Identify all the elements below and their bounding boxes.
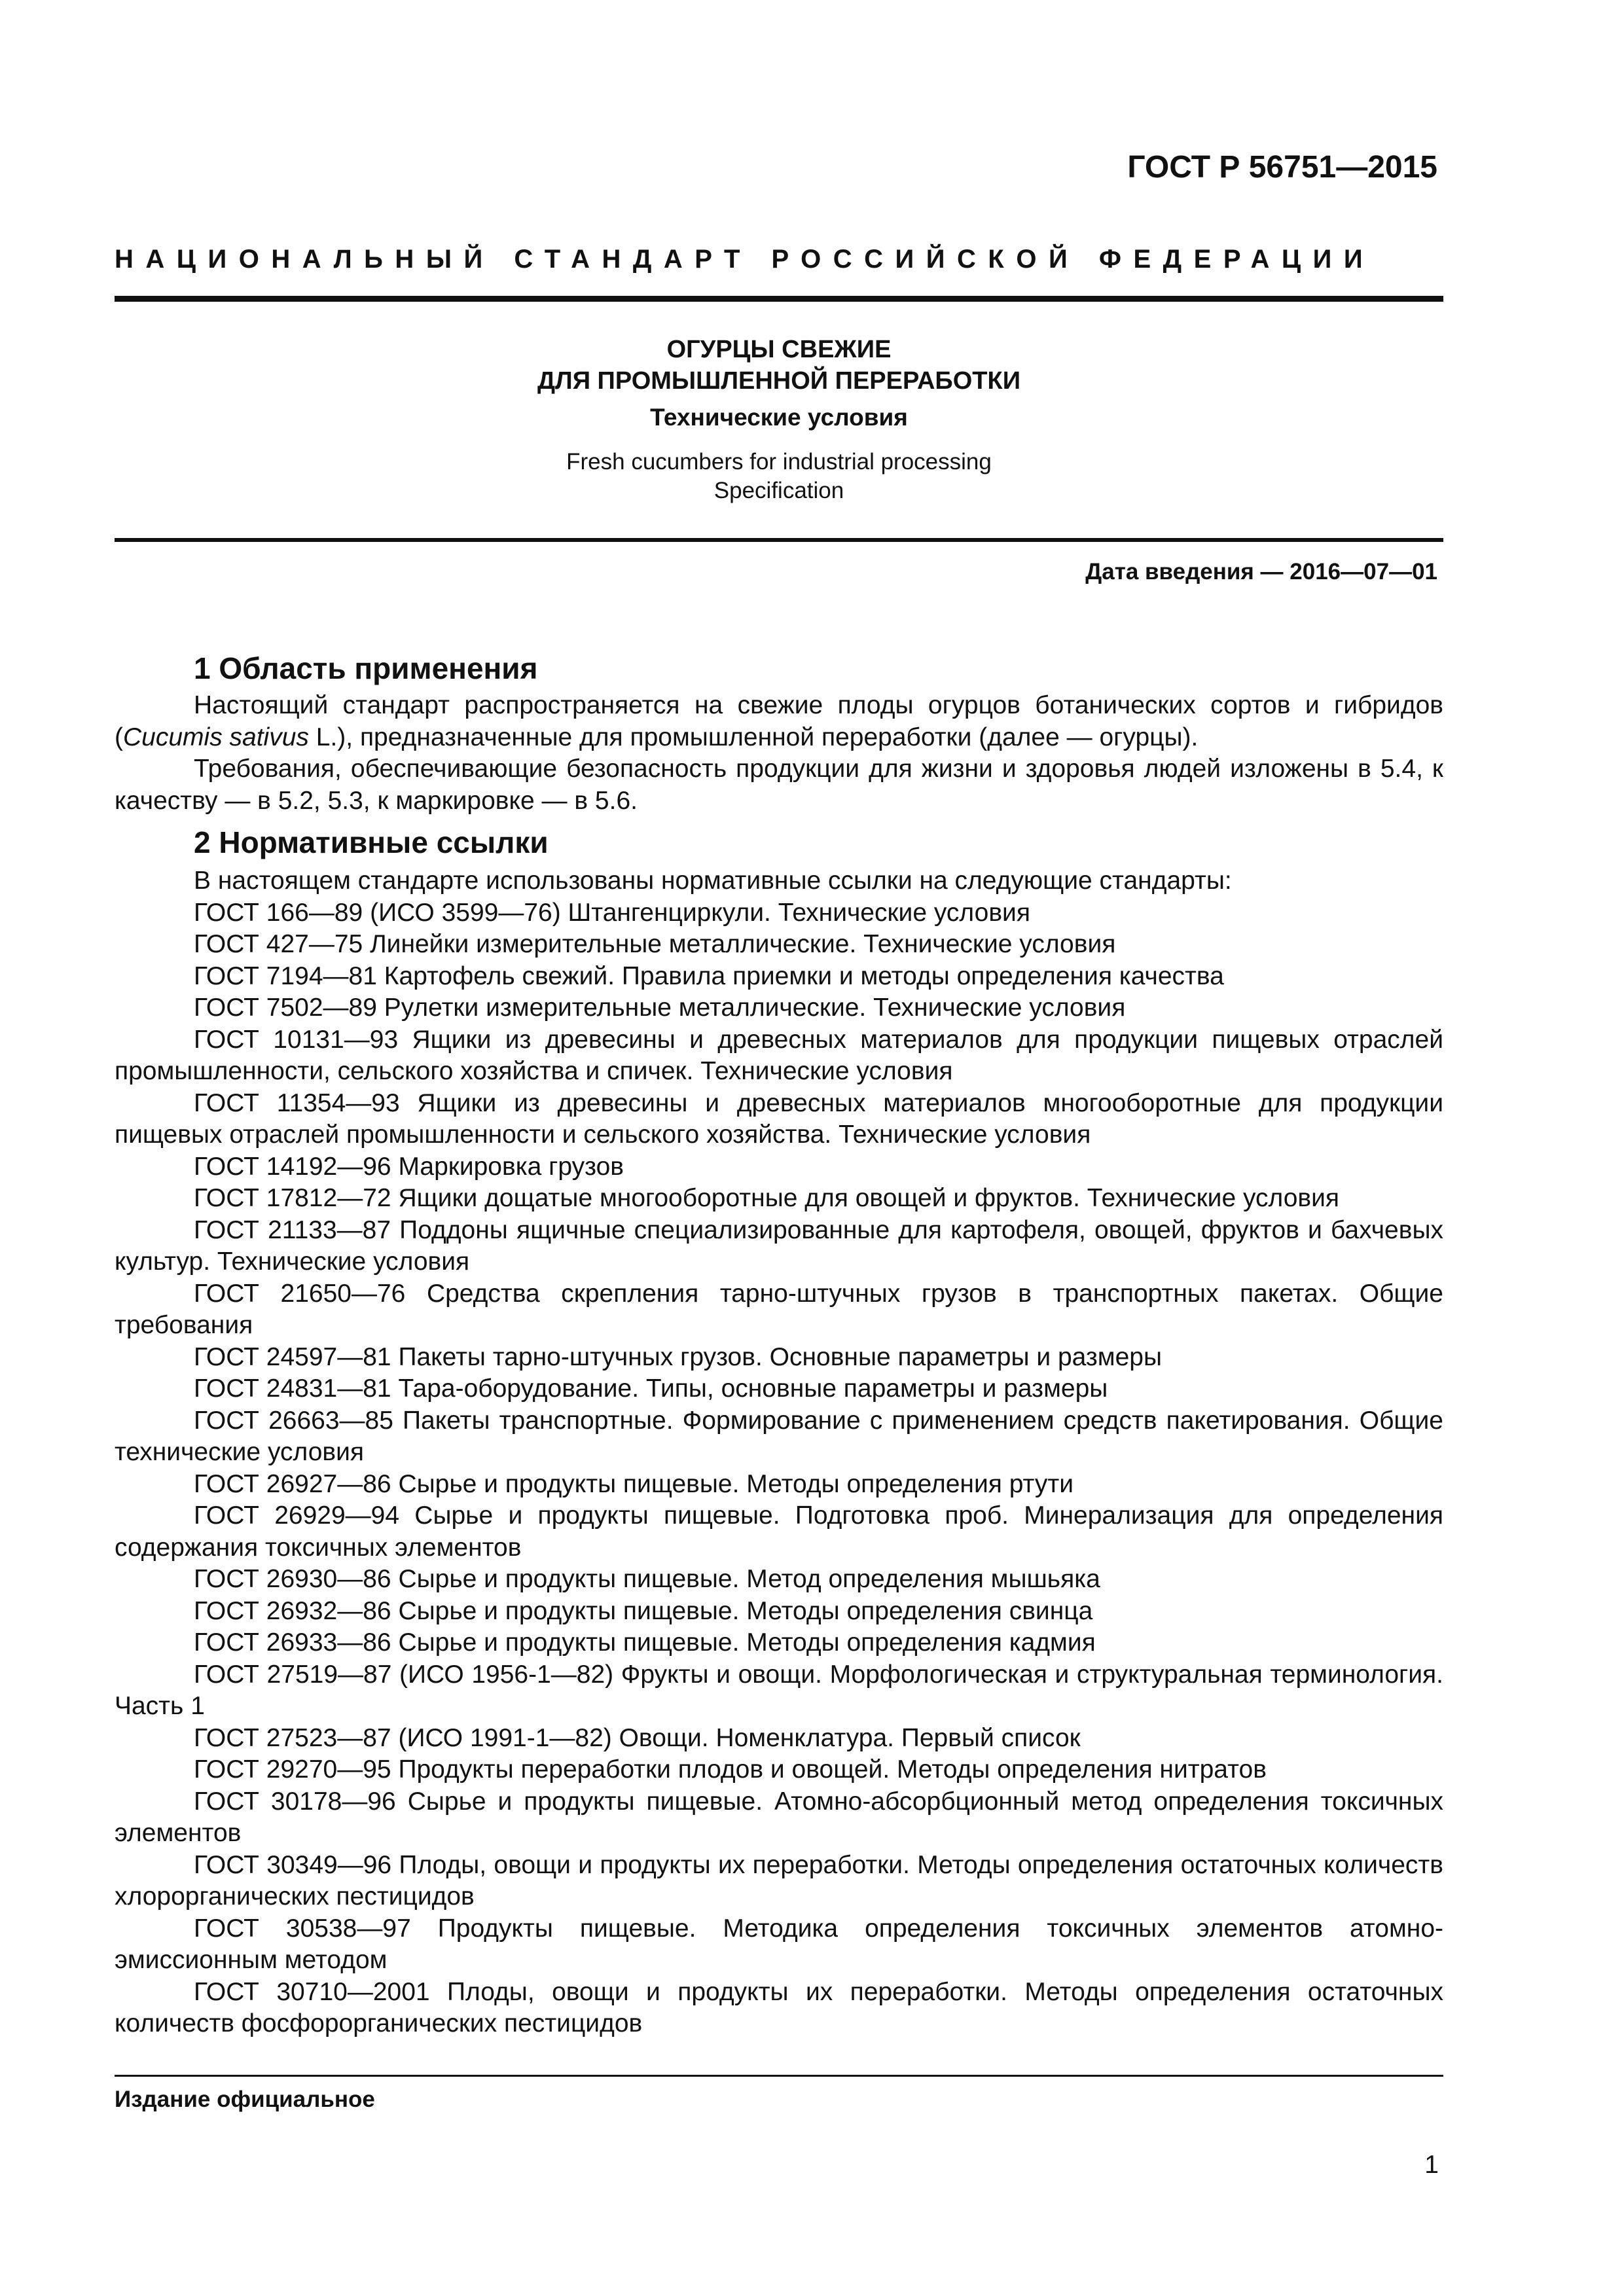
section-1-paragraph-1-start: Настоящий стандарт распространяется на свежие плоды огурцов ботанических сортов и гибридов ( [115, 691, 1443, 751]
section-1-paragraph-2: Требования, обеспечивающие безопасность продукции для жизни и здоровья людей изложены в 5.4, к качеству — в 5.2, 5.3, к маркировке — в 5.6. [115, 755, 1443, 815]
reference-item: ГОСТ 427—75 Линейки измерительные металлические. Технические условия [194, 930, 1116, 958]
section-2-heading: 2 Нормативные ссылки [194, 825, 549, 859]
reference-item: ГОСТ 26929—94 Сырье и продукты пищевые. Подготовка проб. Минерализация для определения содержания токсичных элементов [115, 1501, 1443, 1562]
section-1-paragraph-1-end: L.), предназначенные для промышленной переработки (далее — огурцы). [308, 723, 1199, 751]
reference-item: ГОСТ 11354—93 Ящики из древесины и древесных материалов многооборотные для продукции пищевых отраслей промышленности и сельского хозяйства. Технические условия [115, 1088, 1443, 1149]
reference-item: ГОСТ 17812—72 Ящики дощатые многооборотные для овощей и фруктов. Технические условия [194, 1184, 1340, 1212]
reference-item: ГОСТ 7194—81 Картофель свежий. Правила приемки и методы определения качества [194, 961, 1224, 990]
reference-item: ГОСТ 30710—2001 Плоды, овощи и продукты их переработки. Методы определения остаточных количеств фосфорорганических пестицидов [115, 1977, 1443, 2037]
title-subtitle: Технические условия [650, 404, 908, 431]
reference-item: ГОСТ 29270—95 Продукты переработки плодов и овощей. Методы определения нитратов [194, 1755, 1267, 1784]
reference-item: ГОСТ 26932—86 Сырье и продукты пищевые. Методы определения свинца [194, 1596, 1093, 1625]
title-english-line-2: Specification [713, 478, 844, 503]
section-1-paragraph-1 [115, 690, 1443, 753]
section-2-intro: В настоящем стандарте использованы нормативные ссылки на следующие стандарты: [194, 867, 1232, 895]
reference-item: ГОСТ 7502—89 Рулетки измерительные металлические. Технические условия [194, 994, 1126, 1022]
reference-item: ГОСТ 30178—96 Сырье и продукты пищевые. Атомно-абсорбционный метод определения токсичных элементов [115, 1787, 1443, 1847]
reference-item: ГОСТ 27519—87 (ИСО 1956-1—82) Фрукты и овощи. Морфологическая и структуральная терминология. Часть 1 [115, 1660, 1443, 1720]
document-body [115, 648, 1443, 2040]
page-number: 1 [1424, 2151, 1439, 2179]
reference-item: ГОСТ 26930—86 Сырье и продукты пищевые. Метод определения мышьяка [194, 1565, 1100, 1593]
reference-item: ГОСТ 24831—81 Тара-оборудование. Типы, основные параметры и размеры [194, 1374, 1108, 1403]
reference-item: ГОСТ 24597—81 Пакеты тарно-штучных грузов. Основные параметры и размеры [194, 1342, 1162, 1371]
header-rule [115, 296, 1443, 302]
title-block [115, 334, 1443, 505]
national-standard-title: НАЦИОНАЛЬНЫЙ СТАНДАРТ РОССИЙСКОЙ ФЕДЕРАЦИИ [115, 245, 1375, 274]
reference-item: ГОСТ 30538—97 Продукты пищевые. Методика определения токсичных элементов атомно-эмиссионным методом [115, 1914, 1443, 1974]
reference-item: ГОСТ 166—89 (ИСО 3599—76) Штангенциркули. Технические условия [194, 898, 1030, 927]
reference-item: ГОСТ 27523—87 (ИСО 1991-1—82) Овощи. Номенклатура. Первый список [194, 1723, 1081, 1752]
reference-item: ГОСТ 26663—85 Пакеты транспортные. Формирование с применением средств пакетирования. Общие технические условия [115, 1406, 1443, 1466]
reference-item: ГОСТ 30349—96 Плоды, овощи и продукты их переработки. Методы определения остаточных количеств хлорорганических пестицидов [115, 1850, 1443, 1910]
reference-item: ГОСТ 14192—96 Маркировка грузов [194, 1152, 624, 1181]
reference-item: ГОСТ 26933—86 Сырье и продукты пищевые. Методы определения кадмия [194, 1628, 1096, 1657]
document-number: ГОСТ Р 56751—2015 [1127, 150, 1437, 185]
title-rule [115, 538, 1443, 542]
official-edition-label: Издание официальное [115, 2087, 375, 2112]
footer-rule [115, 2075, 1443, 2077]
title-english-line-1: Fresh cucumbers for industrial processing [566, 449, 992, 475]
reference-item: ГОСТ 21650—76 Средства скрепления тарно-штучных грузов в транспортных пакетах. Общие требования [115, 1279, 1443, 1339]
title-line-1: ОГУРЦЫ СВЕЖИЕ [666, 336, 892, 363]
section-1-heading: 1 Область применения [194, 651, 538, 685]
introduction-date: Дата введения — 2016—07—01 [1085, 559, 1437, 584]
title-line-2: ДЛЯ ПРОМЫШЛЕННОЙ ПЕРЕРАБОТКИ [537, 367, 1021, 395]
reference-item: ГОСТ 26927—86 Сырье и продукты пищевые. Методы определения ртути [194, 1469, 1074, 1498]
reference-item: ГОСТ 10131—93 Ящики из древесины и древесных материалов для продукции пищевых отраслей промышленности, сельского хозяйства и спичек. Технические условия [115, 1025, 1443, 1085]
reference-item: ГОСТ 21133—87 Поддоны ящичные специализированные для картофеля, овощей, фруктов и бахчевых культур. Технические условия [115, 1215, 1443, 1276]
species-name: Cucumis sativus [123, 723, 309, 751]
normative-references-list [115, 897, 1443, 2040]
